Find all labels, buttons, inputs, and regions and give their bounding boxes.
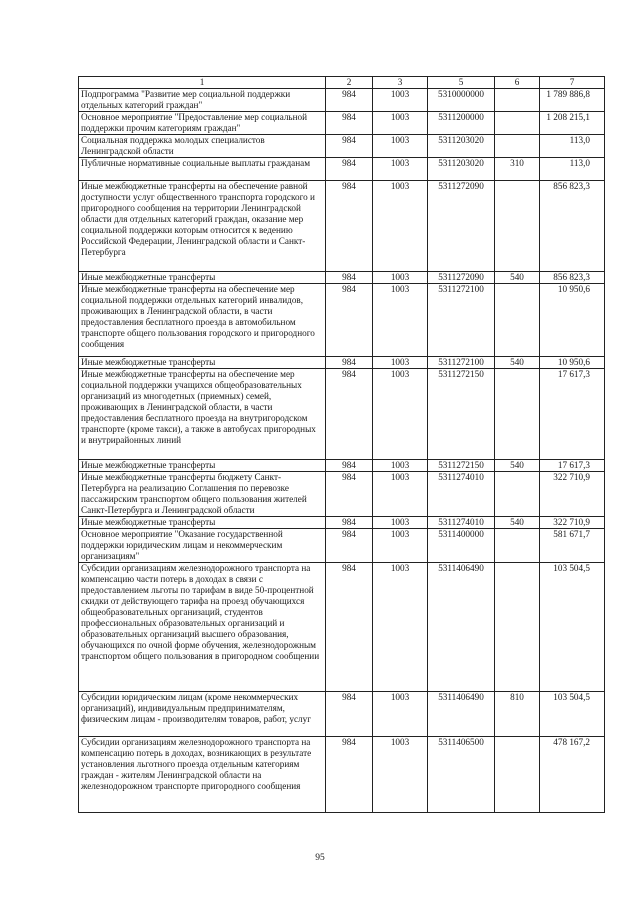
row-amount-cell: 17 617,3 [540, 369, 605, 460]
row-name-cell: Субсидии организациям железнодорожного транспорта на компенсацию части потерь в доходах в связи с предоставлением льготы по тарифам в виде 50-процентной скидки от действующего тарифа на проезд обучающихся общеобразовательных организаций, студентов профессиональных образовательных организаций и образовательных организаций высшего образования, обучающихся по очной форме обучения, железнодорожным транспортом общего пользования в пригородном сообщении [79, 563, 326, 692]
row-amount-cell: 17 617,3 [540, 460, 605, 472]
row-code-b-cell: 1003 [373, 89, 428, 112]
row-code-b-cell: 1003 [373, 158, 428, 181]
row-code-c-cell: 5311400000 [428, 529, 495, 563]
row-code-a-cell: 984 [326, 135, 373, 158]
row-code-c-cell: 5311406490 [428, 692, 495, 737]
row-code-d-cell: 540 [495, 460, 540, 472]
page-number: 95 [315, 853, 325, 863]
row-name-cell: Социальная поддержка молодых специалистов Ленинградской области [79, 135, 326, 158]
row-code-b-cell: 1003 [373, 181, 428, 272]
row-amount-cell: 103 504,5 [540, 692, 605, 737]
row-name-cell: Иные межбюджетные трансферты бюджету Санкт-Петербурга на реализацию Соглашения по перевозке пассажирским транспортом общего пользования жителей Санкт-Петербурга и Ленинградской области [79, 472, 326, 517]
table-row [79, 357, 605, 369]
table-row [79, 158, 605, 181]
row-code-a-cell: 984 [326, 692, 373, 737]
row-code-d-cell: 540 [495, 517, 540, 529]
row-amount-cell: 856 823,3 [540, 181, 605, 272]
table-row [79, 369, 605, 460]
row-code-b-cell: 1003 [373, 563, 428, 692]
header-cell: 5 [428, 77, 495, 89]
row-code-c-cell: 5311272150 [428, 369, 495, 460]
row-code-a-cell: 984 [326, 272, 373, 284]
row-code-c-cell: 5311272100 [428, 357, 495, 369]
row-code-c-cell: 5311272100 [428, 284, 495, 357]
row-code-c-cell: 5311272090 [428, 181, 495, 272]
row-code-b-cell: 1003 [373, 112, 428, 135]
row-code-c-cell: 5311274010 [428, 472, 495, 517]
row-name-cell: Иные межбюджетные трансферты на обеспечение мер социальной поддержки учащихся общеобразовательных организаций из многодетных (приемных) семей, проживающих в Ленинградской области, в части предоставления бесплатного проезда на внутригородском транспорте (кроме такси), а также в автобусах пригородных и внутрирайонных линий [79, 369, 326, 460]
table-row [79, 472, 605, 517]
table-row [79, 737, 605, 813]
row-code-a-cell: 984 [326, 737, 373, 813]
row-name-cell: Основное мероприятие "Оказание государственной поддержки юридическим лицам и некоммерческим организациям" [79, 529, 326, 563]
row-code-b-cell: 1003 [373, 517, 428, 529]
table-row [79, 89, 605, 112]
row-code-a-cell: 984 [326, 472, 373, 517]
row-code-d-cell [495, 89, 540, 112]
table-row [79, 529, 605, 563]
table-row [79, 112, 605, 135]
row-amount-cell: 322 710,9 [540, 472, 605, 517]
row-code-c-cell: 5311272150 [428, 460, 495, 472]
row-amount-cell: 113,0 [540, 135, 605, 158]
row-code-d-cell: 540 [495, 272, 540, 284]
row-code-c-cell: 5311274010 [428, 517, 495, 529]
table-header-row [79, 77, 605, 89]
row-name-cell: Иные межбюджетные трансферты [79, 460, 326, 472]
header-cell: 6 [495, 77, 540, 89]
row-name-cell: Иные межбюджетные трансферты [79, 272, 326, 284]
table-row [79, 517, 605, 529]
table-row [79, 272, 605, 284]
row-code-c-cell: 5311203020 [428, 135, 495, 158]
row-code-b-cell: 1003 [373, 369, 428, 460]
row-code-d-cell: 310 [495, 158, 540, 181]
row-amount-cell: 1 208 215,1 [540, 112, 605, 135]
header-cell: 7 [540, 77, 605, 89]
header-cell: 1 [79, 77, 326, 89]
budget-table [78, 76, 605, 813]
row-amount-cell: 113,0 [540, 158, 605, 181]
table-row [79, 181, 605, 272]
header-cell: 2 [326, 77, 373, 89]
row-code-b-cell: 1003 [373, 460, 428, 472]
row-code-a-cell: 984 [326, 181, 373, 272]
row-amount-cell: 1 789 886,8 [540, 89, 605, 112]
row-code-a-cell: 984 [326, 369, 373, 460]
row-code-a-cell: 984 [326, 284, 373, 357]
row-name-cell: Иные межбюджетные трансферты [79, 357, 326, 369]
table-row [79, 135, 605, 158]
row-code-d-cell [495, 112, 540, 135]
row-name-cell: Основное мероприятие "Предоставление мер социальной поддержки прочим категориям граждан" [79, 112, 326, 135]
table-body [79, 89, 605, 813]
row-code-c-cell: 5311200000 [428, 112, 495, 135]
row-amount-cell: 322 710,9 [540, 517, 605, 529]
row-name-cell: Иные межбюджетные трансферты [79, 517, 326, 529]
row-code-a-cell: 984 [326, 158, 373, 181]
table-row [79, 460, 605, 472]
row-code-b-cell: 1003 [373, 692, 428, 737]
table-row [79, 692, 605, 737]
row-code-b-cell: 1003 [373, 472, 428, 517]
row-code-c-cell: 5311406500 [428, 737, 495, 813]
row-code-d-cell [495, 529, 540, 563]
table-row [79, 284, 605, 357]
row-amount-cell: 10 950,6 [540, 357, 605, 369]
row-code-b-cell: 1003 [373, 737, 428, 813]
row-code-d-cell [495, 737, 540, 813]
row-code-a-cell: 984 [326, 517, 373, 529]
row-name-cell: Иные межбюджетные трансферты на обеспечение мер социальной поддержки отдельных категорий инвалидов, проживающих в Ленинградской области, в части предоставления бесплатного проезда в автомобильном транспорте общего пользования городского и пригородного сообщения [79, 284, 326, 357]
row-code-a-cell: 984 [326, 357, 373, 369]
row-name-cell: Субсидии организациям железнодорожного транспорта на компенсацию потерь в доходах, возникающих в результате установления льготного проезда отдельным категориям граждан - жителям Ленинградской области на железнодорожном транспорте пригородного сообщения [79, 737, 326, 813]
row-amount-cell: 103 504,5 [540, 563, 605, 692]
row-code-a-cell: 984 [326, 112, 373, 135]
row-code-d-cell [495, 472, 540, 517]
row-code-d-cell: 540 [495, 357, 540, 369]
row-amount-cell: 856 823,3 [540, 272, 605, 284]
row-code-a-cell: 984 [326, 460, 373, 472]
row-name-cell: Иные межбюджетные трансферты на обеспечение равной доступности услуг общественного транспорта городского и пригородного сообщения на территории Ленинградской области для отдельных категорий граждан, оказание мер социальной поддержки которым относится к ведению Российской Федерации, Ленинградской области и Санкт-Петербурга [79, 181, 326, 272]
row-amount-cell: 478 167,2 [540, 737, 605, 813]
row-code-b-cell: 1003 [373, 357, 428, 369]
row-name-cell: Подпрограмма "Развитие мер социальной поддержки отдельных категорий граждан" [79, 89, 326, 112]
table-row [79, 563, 605, 692]
row-code-c-cell: 5311272090 [428, 272, 495, 284]
row-code-a-cell: 984 [326, 89, 373, 112]
row-code-b-cell: 1003 [373, 529, 428, 563]
row-code-c-cell: 5311203020 [428, 158, 495, 181]
row-code-d-cell [495, 369, 540, 460]
row-code-b-cell: 1003 [373, 284, 428, 357]
row-code-d-cell [495, 563, 540, 692]
row-code-b-cell: 1003 [373, 272, 428, 284]
row-code-b-cell: 1003 [373, 135, 428, 158]
header-cell: 3 [373, 77, 428, 89]
row-code-a-cell: 984 [326, 529, 373, 563]
row-code-d-cell [495, 135, 540, 158]
row-amount-cell: 581 671,7 [540, 529, 605, 563]
row-name-cell: Субсидии юридическим лицам (кроме некоммерческих организаций), индивидуальным предпринимателям, физическим лицам - производителям товаров, работ, услуг [79, 692, 326, 737]
row-code-d-cell [495, 181, 540, 272]
row-amount-cell: 10 950,6 [540, 284, 605, 357]
row-code-c-cell: 5311406490 [428, 563, 495, 692]
row-code-c-cell: 5310000000 [428, 89, 495, 112]
row-code-d-cell [495, 284, 540, 357]
row-code-a-cell: 984 [326, 563, 373, 692]
row-name-cell: Публичные нормативные социальные выплаты гражданам [79, 158, 326, 181]
row-code-d-cell: 810 [495, 692, 540, 737]
